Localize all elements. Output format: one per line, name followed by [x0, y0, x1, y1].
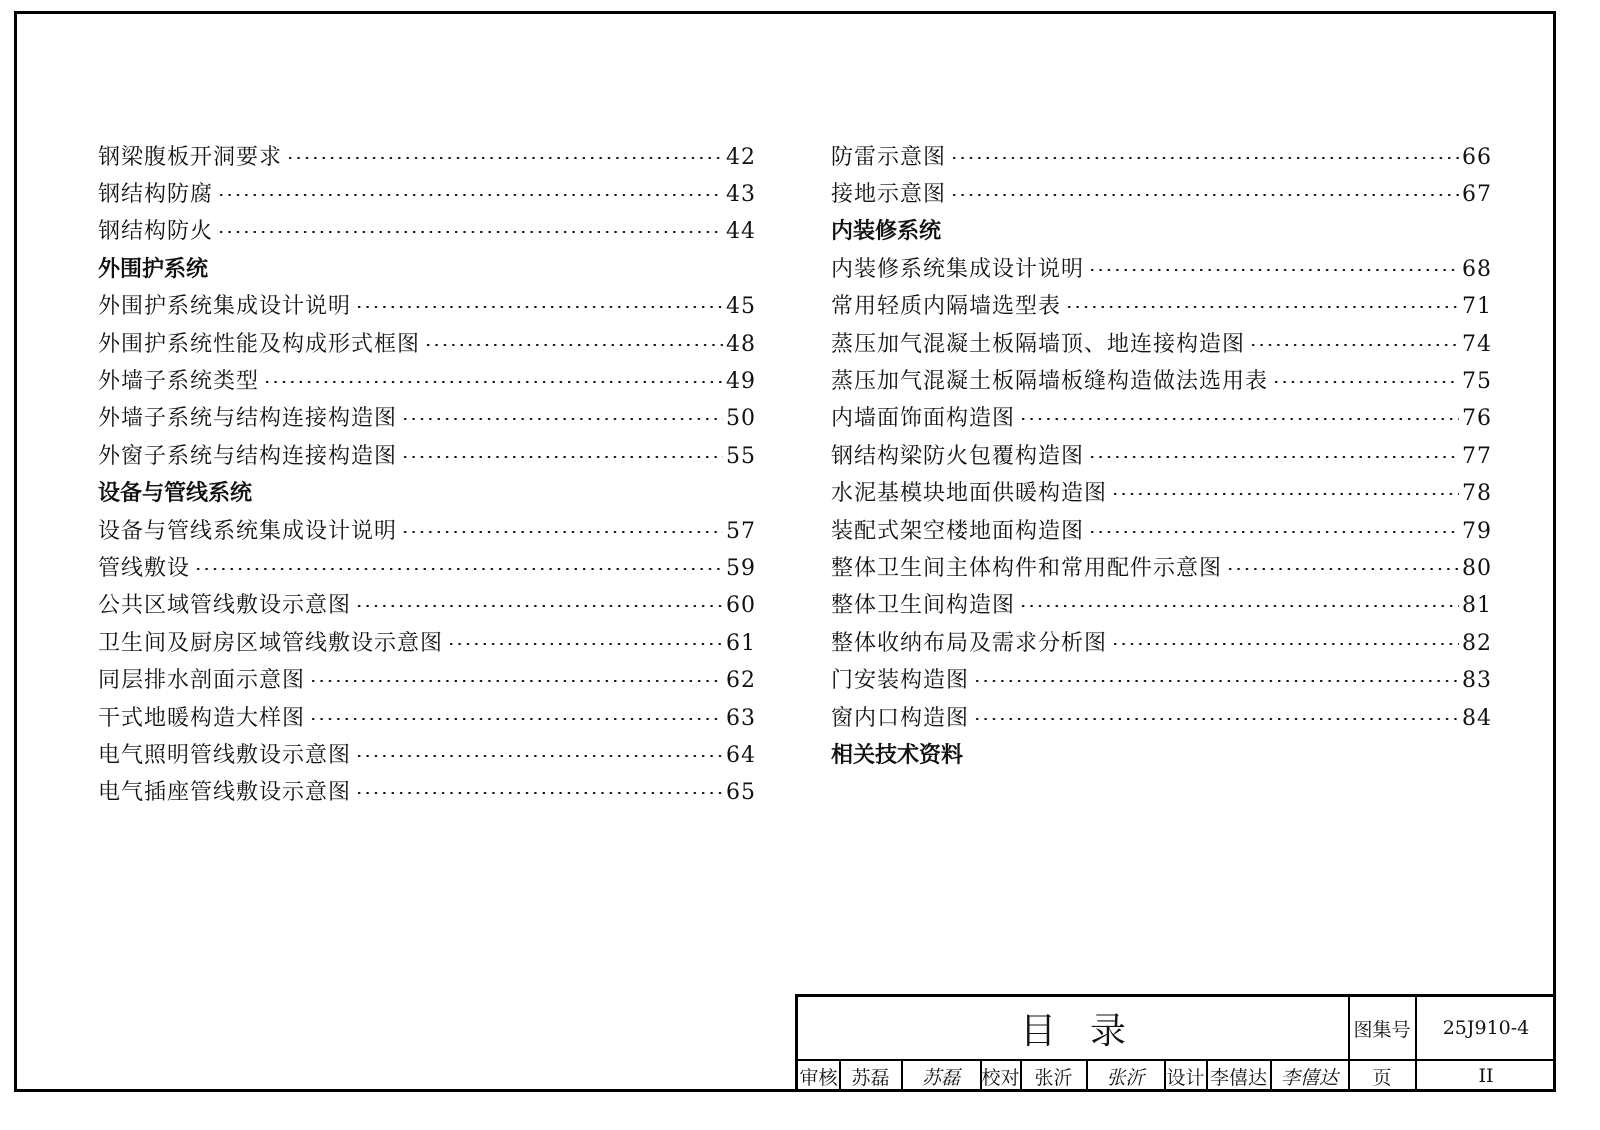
toc-entry-title: 窗内口构造图 [831, 705, 970, 731]
toc-entry [98, 550, 756, 587]
toc-leader-dots [286, 157, 723, 159]
toc-entry [831, 401, 1492, 438]
toc-entry [98, 737, 756, 774]
toc-entry [831, 700, 1492, 737]
toc-page-number: 67 [1462, 182, 1492, 208]
toc-page-number: 74 [1462, 331, 1492, 357]
toc-section-title: 内装修系统 [831, 219, 942, 245]
toc-page-number: 65 [726, 780, 756, 806]
toc-page-number: 83 [1462, 668, 1492, 694]
toc-entry-title: 防雷示意图 [831, 144, 947, 170]
toc-leader-dots [217, 231, 723, 233]
toc-entry-title: 钢结构防腐 [98, 182, 214, 208]
toc-entry-title: 外围护系统性能及构成形式框图 [98, 331, 421, 357]
toc-entry-title: 常用轻质内隔墙选型表 [831, 294, 1062, 320]
title-block-title: 目录 [1019, 1010, 1160, 1052]
toc-entry [831, 513, 1492, 550]
toc-entry-title: 干式地暖构造大样图 [98, 705, 306, 731]
checker-signature: 张沂 [1106, 1066, 1145, 1089]
toc-leader-dots [1019, 418, 1459, 420]
toc-page-number: 63 [726, 705, 756, 731]
toc-page-number: 77 [1462, 443, 1492, 469]
toc-leader-dots [1111, 493, 1459, 495]
toc-entry [98, 588, 756, 625]
toc-leader-dots [309, 680, 723, 682]
toc-leader-dots [1088, 269, 1459, 271]
toc-entry [98, 775, 756, 812]
toc-left-column [98, 139, 756, 812]
toc-page-number: 82 [1462, 630, 1492, 656]
toc-page-number: 55 [726, 443, 756, 469]
toc-leader-dots [950, 157, 1459, 159]
reviewer-signature: 苏磊 [921, 1066, 960, 1089]
toc-section-title: 外围护系统 [98, 256, 209, 282]
toc-page-number: 61 [726, 630, 756, 656]
toc-entry-title: 内装修系统集成设计说明 [831, 256, 1085, 282]
toc-page-number: 79 [1462, 518, 1492, 544]
toc-page-number: 49 [726, 369, 756, 395]
toc-leader-dots [1272, 381, 1459, 383]
atlas-number-label: 图集号 [1353, 1018, 1411, 1041]
toc-leader-dots [355, 755, 723, 757]
toc-entry-title: 蒸压加气混凝土板隔墙板缝构造做法选用表 [831, 369, 1269, 395]
toc-entry-title: 钢梁腹板开洞要求 [98, 144, 283, 170]
toc-entry-title: 整体卫生间构造图 [831, 593, 1016, 619]
toc-section-title: 相关技术资料 [831, 742, 964, 768]
toc-entry [98, 176, 756, 213]
toc-leader-dots [1088, 531, 1459, 533]
toc-section-title: 设备与管线系统 [98, 481, 253, 507]
page-label: 页 [1372, 1066, 1392, 1089]
atlas-number: 25J910-4 [1442, 1017, 1530, 1039]
toc-entry-title: 蒸压加气混凝土板隔墙顶、地连接构造图 [831, 331, 1246, 357]
toc-leader-dots [194, 568, 723, 570]
toc-entry [831, 550, 1492, 587]
designer-signature: 李僖达 [1280, 1066, 1338, 1089]
toc-leader-dots [217, 194, 723, 196]
designer-name: 李僖达 [1209, 1066, 1267, 1089]
toc-page-number: 57 [726, 518, 756, 544]
toc-leader-dots [424, 344, 723, 346]
toc-entry-title: 门安装构造图 [831, 668, 970, 694]
toc-entry [831, 662, 1492, 699]
toc-leader-dots [1249, 344, 1459, 346]
toc-entry-title: 接地示意图 [831, 182, 947, 208]
toc-entry-title: 整体收纳布局及需求分析图 [831, 630, 1108, 656]
toc-leader-dots [309, 718, 723, 720]
toc-entry [831, 438, 1492, 475]
toc-entry [98, 363, 756, 400]
toc-leader-dots [973, 718, 1459, 720]
toc-entry [98, 326, 756, 363]
toc-entry [98, 289, 756, 326]
toc-page-number: 84 [1462, 705, 1492, 731]
toc-page-number: 43 [726, 182, 756, 208]
toc-entry [831, 139, 1492, 176]
toc-leader-dots [401, 418, 723, 420]
reviewer-name: 苏磊 [851, 1066, 890, 1089]
toc-leader-dots [355, 792, 723, 794]
toc-leader-dots [950, 194, 1459, 196]
toc-entry-title: 电气插座管线敷设示意图 [98, 780, 352, 806]
title-block [795, 994, 1556, 1092]
toc-entry-title: 公共区域管线敷设示意图 [98, 593, 352, 619]
toc-entry-title: 内墙面饰面构造图 [831, 406, 1016, 432]
toc-entry-title: 同层排水剖面示意图 [98, 668, 306, 694]
toc-entry-title: 外窗子系统与结构连接构造图 [98, 443, 398, 469]
toc-leader-dots [1226, 568, 1459, 570]
toc-page-number: 68 [1462, 256, 1492, 282]
toc-entry [831, 251, 1492, 288]
toc-entry [98, 214, 756, 251]
review-label: 审核 [799, 1066, 838, 1089]
toc-entry [831, 176, 1492, 213]
toc-entry-title: 电气照明管线敷设示意图 [98, 742, 352, 768]
toc-entry [98, 662, 756, 699]
toc-section-heading [831, 214, 1492, 251]
toc-entry-title: 钢结构防火 [98, 219, 214, 245]
toc-entry-title: 水泥基模块地面供暖构造图 [831, 481, 1108, 507]
toc-entry [98, 139, 756, 176]
toc-page-number: 71 [1462, 294, 1492, 320]
toc-page-number: 64 [726, 742, 756, 768]
toc-section-heading [831, 737, 1492, 774]
toc-section-heading [98, 251, 756, 288]
checker-name: 张沂 [1034, 1066, 1073, 1089]
toc-page-number: 66 [1462, 144, 1492, 170]
toc-entry [98, 625, 756, 662]
toc-entry-title: 卫生间及厨房区域管线敷设示意图 [98, 630, 444, 656]
toc-leader-dots [1088, 456, 1459, 458]
toc-page-number: 60 [726, 593, 756, 619]
toc-entry-title: 外墙子系统类型 [98, 369, 260, 395]
toc-leader-dots [1019, 605, 1459, 607]
page-number: II [1478, 1065, 1494, 1087]
toc-entry [98, 700, 756, 737]
toc-leader-dots [447, 643, 723, 645]
toc-entry [831, 326, 1492, 363]
toc-entry [831, 363, 1492, 400]
toc-leader-dots [401, 456, 723, 458]
toc-entry [831, 289, 1492, 326]
toc-entry-title: 整体卫生间主体构件和常用配件示意图 [831, 555, 1223, 581]
toc-page-number: 78 [1462, 481, 1492, 507]
toc-entry-title: 外墙子系统与结构连接构造图 [98, 406, 398, 432]
toc-entry [831, 476, 1492, 513]
toc-page-number: 48 [726, 331, 756, 357]
toc-leader-dots [263, 381, 723, 383]
toc-leader-dots [401, 531, 723, 533]
toc-leader-dots [1065, 306, 1459, 308]
toc-entry [98, 438, 756, 475]
toc-page-number: 75 [1462, 369, 1492, 395]
toc-entry [831, 625, 1492, 662]
toc-leader-dots [355, 306, 723, 308]
toc-page-number: 59 [726, 555, 756, 581]
toc-entry-title: 钢结构梁防火包覆构造图 [831, 443, 1085, 469]
toc-section-heading [98, 476, 756, 513]
design-label: 设计 [1166, 1066, 1205, 1089]
toc-entry-title: 装配式架空楼地面构造图 [831, 518, 1085, 544]
toc-right-column [831, 139, 1492, 775]
toc-page-number: 42 [726, 144, 756, 170]
toc-page-number: 44 [726, 219, 756, 245]
toc-entry-title: 设备与管线系统集成设计说明 [98, 518, 398, 544]
toc-leader-dots [355, 605, 723, 607]
toc-page-number: 81 [1462, 593, 1492, 619]
toc-page-number: 80 [1462, 555, 1492, 581]
toc-entry-title: 外围护系统集成设计说明 [98, 294, 352, 320]
toc-page-number: 50 [726, 406, 756, 432]
toc-leader-dots [1111, 643, 1459, 645]
check-label: 校对 [981, 1066, 1020, 1089]
toc-leader-dots [973, 680, 1459, 682]
toc-page-number: 45 [726, 294, 756, 320]
toc-page-number: 62 [726, 668, 756, 694]
toc-entry [98, 401, 756, 438]
toc-entry [831, 588, 1492, 625]
toc-page-number: 76 [1462, 406, 1492, 432]
toc-entry-title: 管线敷设 [98, 555, 191, 581]
toc-entry [98, 513, 756, 550]
